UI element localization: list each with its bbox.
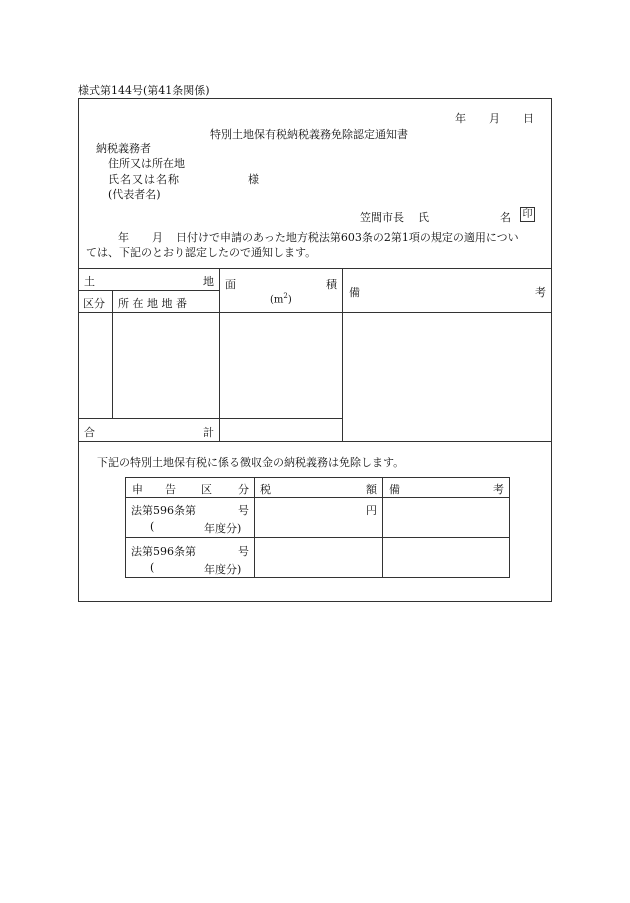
tax-remarks-right: 考 [493, 483, 504, 496]
date-month: 月 [489, 112, 500, 125]
land-table-top [78, 268, 552, 269]
area-unit [270, 292, 292, 305]
land-total-top [78, 418, 342, 419]
category-header: 区分 [83, 297, 105, 310]
row1-go: 号 [238, 504, 249, 517]
tax-table-frame [125, 477, 510, 578]
remarks-header-right: 考 [535, 286, 546, 299]
area-unit-sup: 2 [283, 292, 288, 300]
total-right: 計 [203, 426, 214, 439]
date-day: 日 [523, 112, 534, 125]
row2-fiscal-year: 年度分) [204, 563, 242, 576]
land-col-divider-2 [219, 268, 220, 441]
remarks-header-left: 備 [349, 286, 360, 299]
honorific: 様 [248, 173, 259, 186]
seal-text: 印 [520, 207, 535, 222]
row2-law: 法第596条第 [131, 545, 196, 558]
row2-paren: ( [150, 561, 155, 574]
decl-header-4: 分 [238, 483, 249, 496]
land-col-divider-1 [112, 290, 113, 418]
land-header-right: 地 [203, 275, 214, 288]
area-header-left: 面 [225, 278, 236, 291]
body-date-year: 年 [118, 231, 129, 244]
total-left: 合 [84, 426, 95, 439]
seal-mark [520, 207, 535, 222]
tax-remarks-left: 備 [389, 483, 400, 496]
mayor-name-label: 名 [500, 211, 511, 224]
date-year: 年 [455, 112, 466, 125]
tax-header-bottom [125, 497, 510, 498]
area-unit-close: ) [287, 294, 292, 306]
decl-header-1: 申 [132, 483, 143, 496]
tax-header-left: 税 [260, 483, 271, 496]
row1-fiscal-year: 年度分) [204, 522, 242, 535]
land-table-bottom [78, 441, 552, 442]
tax-col-divider-2 [382, 477, 383, 578]
body-line2: ては、下記のとおり認定したので通知します。 [86, 246, 317, 259]
mayor-shi: 氏 [418, 211, 429, 224]
document-title: 特別土地保有税納税義務免除認定通知書 [210, 128, 408, 141]
decl-header-3: 区 [201, 483, 212, 496]
tax-col-divider-1 [254, 477, 255, 578]
row1-yen: 円 [366, 504, 377, 517]
row1-paren: ( [150, 520, 155, 533]
land-header-left: 土 [84, 275, 95, 288]
tax-header-right: 額 [366, 483, 377, 496]
body-date-month: 月 [152, 231, 163, 244]
land-col-divider-3 [342, 268, 343, 441]
area-unit-base: (m [270, 294, 284, 306]
body-line1: 日付けで申請のあった地方税法第603条の2第1項の規定の適用につい [176, 231, 519, 244]
row2-go: 号 [238, 545, 249, 558]
row1-law: 法第596条第 [131, 504, 196, 517]
mayor-title: 笠間市長 [360, 211, 404, 224]
representative-label: (代表者名) [108, 188, 161, 201]
tax-row-divider [125, 537, 510, 538]
address-label: 住所又は所在地 [108, 157, 185, 170]
location-header: 所 在 地 地 番 [118, 297, 187, 310]
area-header-right: 積 [326, 278, 337, 291]
land-header-bottom [78, 312, 552, 313]
land-header-split [78, 290, 219, 291]
taxpayer-label: 納税義務者 [96, 142, 151, 155]
decl-header-2: 告 [165, 483, 176, 496]
form-label: 様式第144号(第41条関係) [78, 84, 210, 97]
name-label: 氏名又は名称 [108, 173, 180, 186]
exemption-statement: 下記の特別土地保有税に係る徴収金の納税義務は免除します。 [97, 456, 405, 469]
